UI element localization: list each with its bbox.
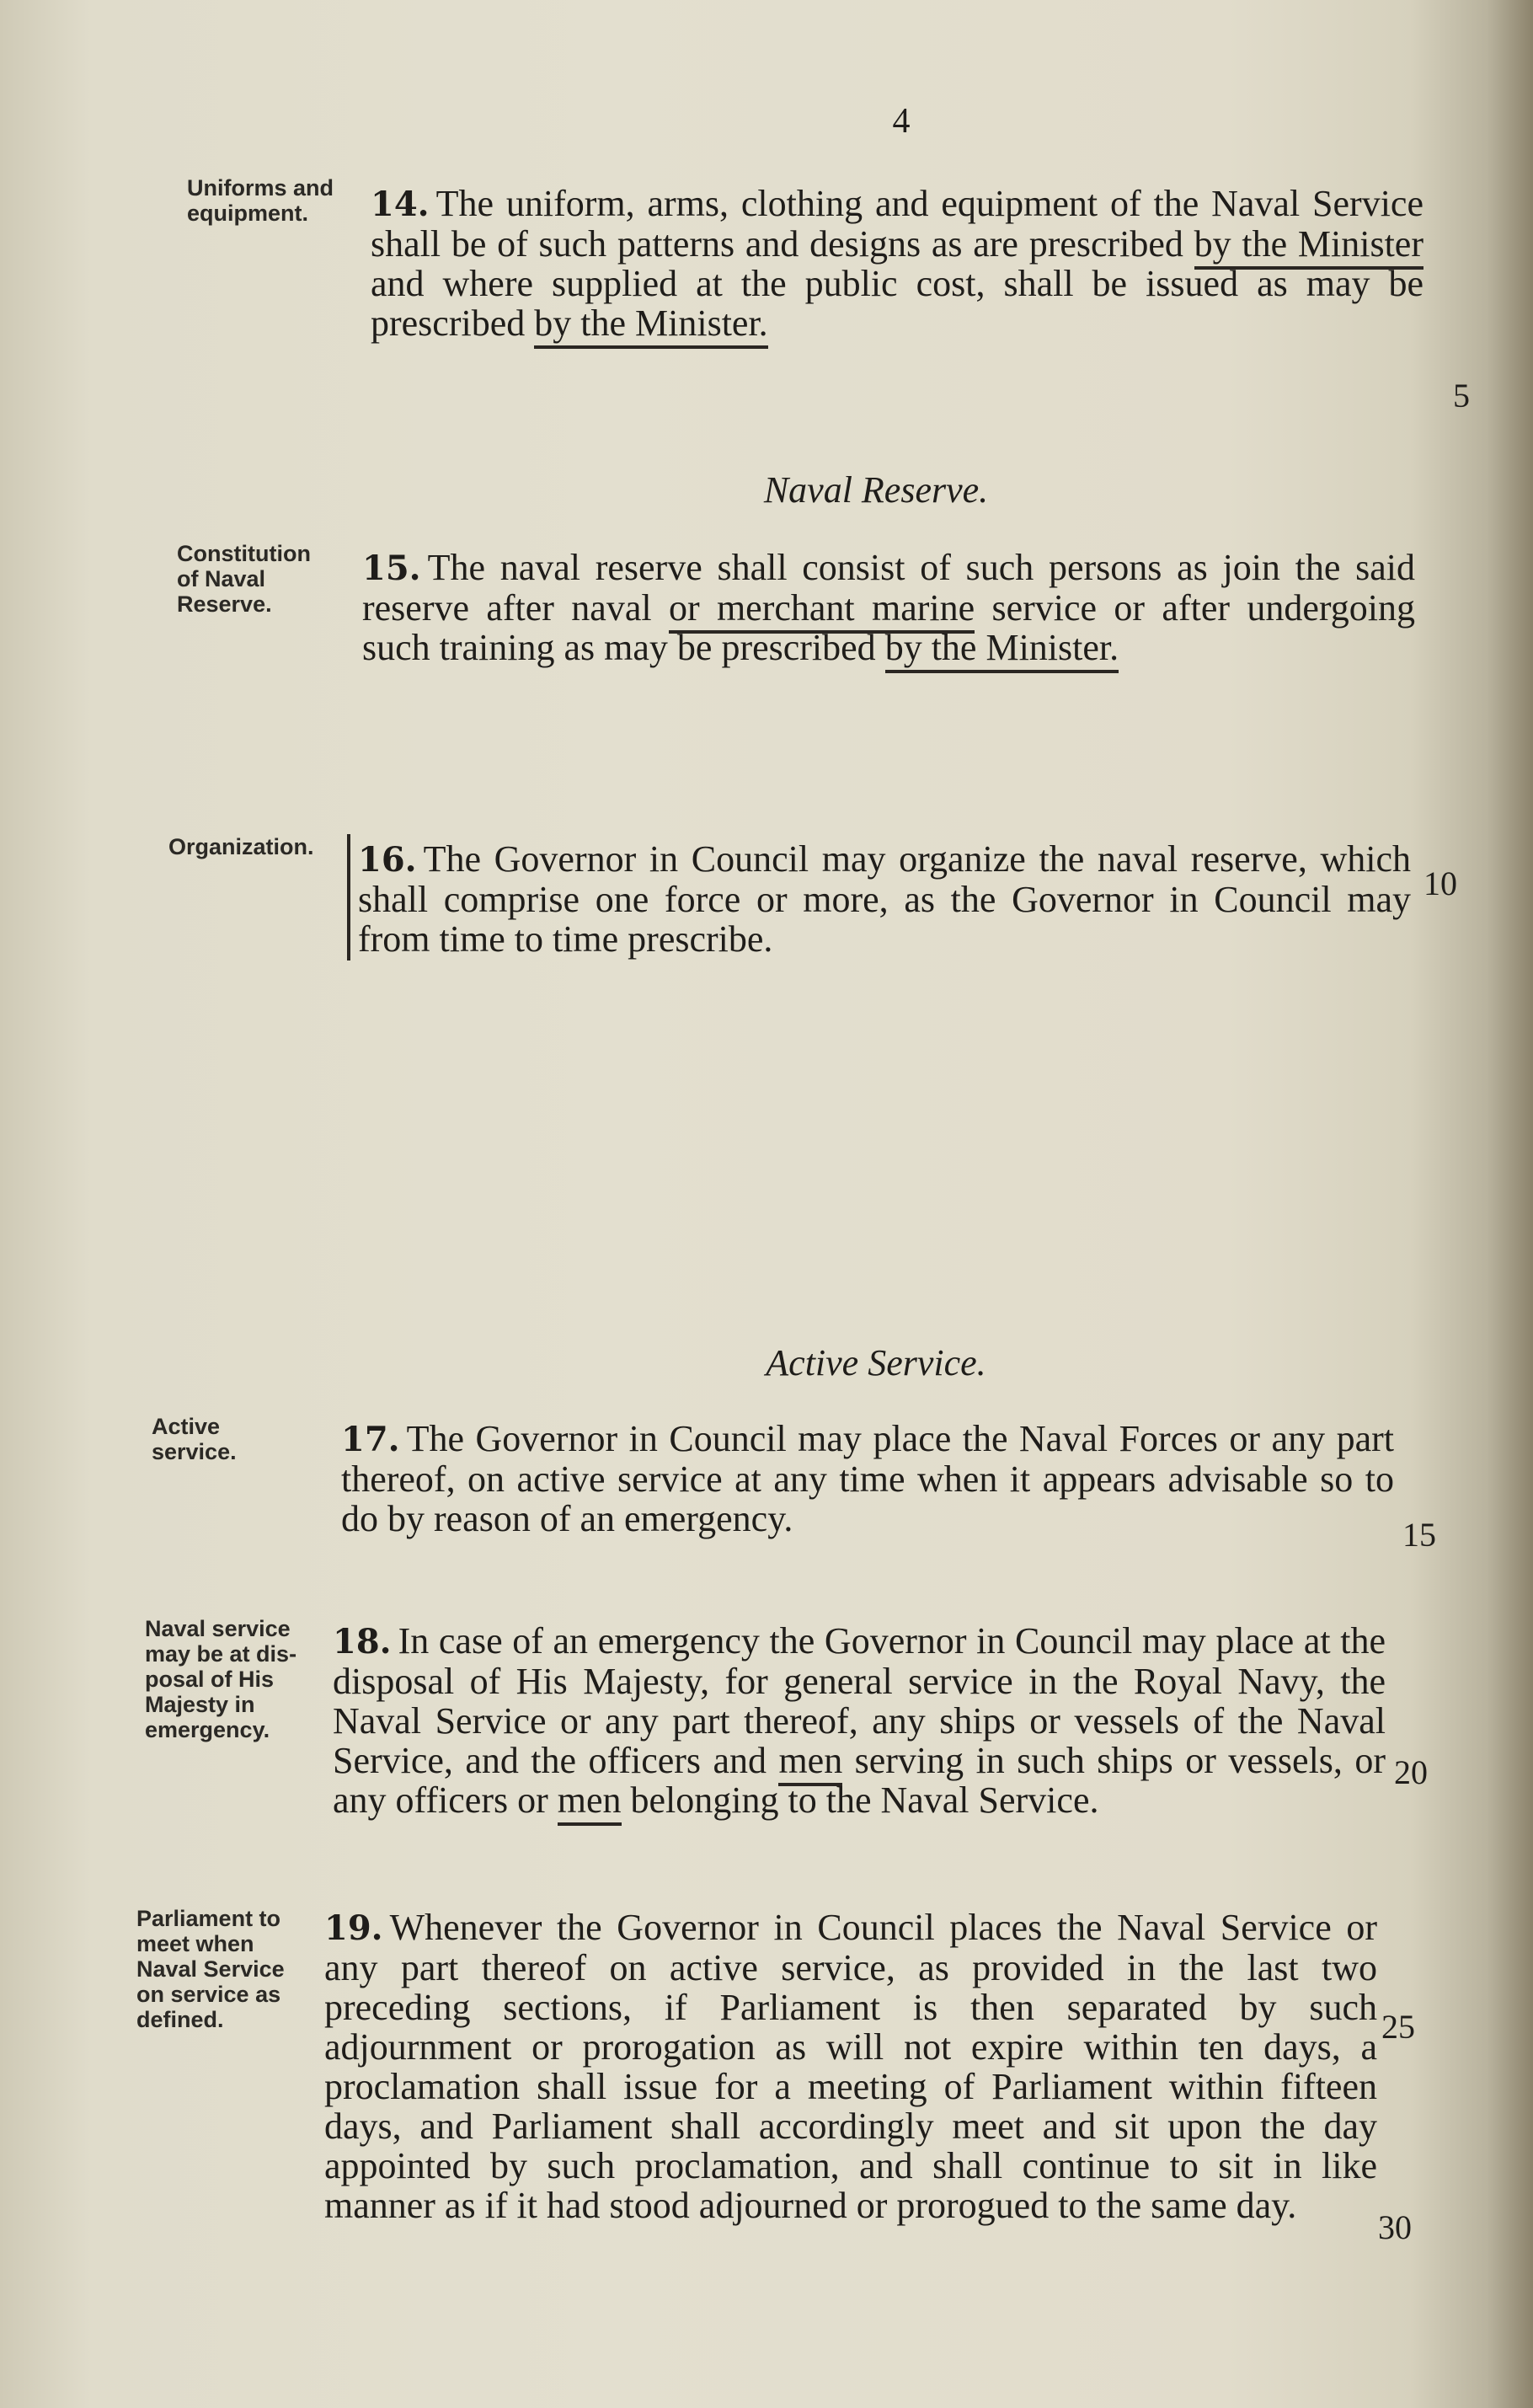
line-number: 30: [1378, 2208, 1412, 2246]
line-number: 5: [1453, 377, 1470, 415]
margin-note-parliament: Parliament to meet when Naval Service on service as defined.: [136, 1906, 285, 2032]
section-text: and where supplied at the public cost, shall be issued as may be prescribed: [371, 263, 1424, 344]
margin-note-constitution: Constitution of Naval Reserve.: [177, 541, 311, 617]
underlined-text: men: [778, 1740, 842, 1786]
section-number: 14.: [371, 185, 430, 224]
line-number: 10: [1424, 864, 1457, 902]
section-18: [333, 1621, 1386, 1820]
section-number: 19.: [324, 1908, 383, 1948]
line-number: 20: [1394, 1753, 1428, 1791]
margin-note-active-service: Active service.: [152, 1414, 237, 1464]
section-number: 16.: [358, 840, 417, 880]
underlined-text: by the Minister.: [534, 302, 767, 349]
underlined-text: or merchant marine: [669, 587, 975, 634]
section-text: The naval reserve shall consist of such persons as join the said reserve after naval: [362, 547, 1415, 629]
section-text: service or after undergoing such training as may be prescribed: [362, 587, 1415, 668]
margin-note-naval-service-disposal: Naval service may be at disposal of His Majesty in emergency.: [145, 1616, 297, 1742]
section-text: The uniform, arms, clothing and equipment of the Naval Service shall be of such patterns and designs as are prescribed: [371, 183, 1424, 265]
section-number: 15.: [362, 548, 421, 588]
page-number: 4: [892, 102, 911, 141]
underlined-text: men: [558, 1779, 622, 1826]
section-text: The Governor in Council may place the Naval Forces or any part thereof, on active service at any time when it appears advisable so to do by reason of an emergency.: [341, 1418, 1394, 1539]
margin-note-uniforms: Uniforms and equipment.: [187, 175, 334, 226]
section-16: [358, 839, 1411, 959]
margin-note-organization: Organization.: [168, 834, 314, 859]
underlined-text: by the Minister: [1194, 223, 1424, 270]
section-19: [324, 1908, 1377, 2225]
line-number: 15: [1402, 1516, 1436, 1554]
section-number: 17.: [341, 1420, 400, 1459]
underlined-text: by the Minister.: [885, 627, 1119, 673]
section-text: The Governor in Council may organize the naval reserve, which shall comprise one force or more, as the Governor in Council may from time to time prescribe.: [358, 838, 1411, 960]
section-text: Whenever the Governor in Council places the Naval Service or any part thereof on active service, as provided in the last two preceding sections, if Parliament is then separated by such adjournment or prorogation as will not expire within ten days, a proclamation shall issue for a meeting of Parliament within fifteen days, and Parliament shall accordingly meet and sit upon the day appointed by such proclamation, and shall continue to sit in like manner as if it had stood adjourned or prorogued to the same day.: [324, 1907, 1377, 2226]
section-number: 18.: [333, 1622, 392, 1662]
section-text: In case of an emergency the Governor in Council may place at the disposal of His Majesty, for general service in the Royal Navy, the Naval Service or any part thereof, any ships or vessels of the Naval Service, and the officers and: [333, 1620, 1386, 1781]
heading-naval-reserve: Naval Reserve.: [763, 469, 989, 511]
line-number: 25: [1381, 2008, 1415, 2046]
section-15: [362, 548, 1415, 667]
section-17: [341, 1419, 1394, 1538]
section-text: belonging to the Naval Service.: [621, 1779, 1099, 1821]
section-text: serving in such ships or vessels, or any officers or: [333, 1740, 1386, 1821]
section-14: [371, 184, 1424, 343]
margin-rule: [347, 834, 350, 961]
heading-active-service: Active Service.: [766, 1342, 986, 1383]
